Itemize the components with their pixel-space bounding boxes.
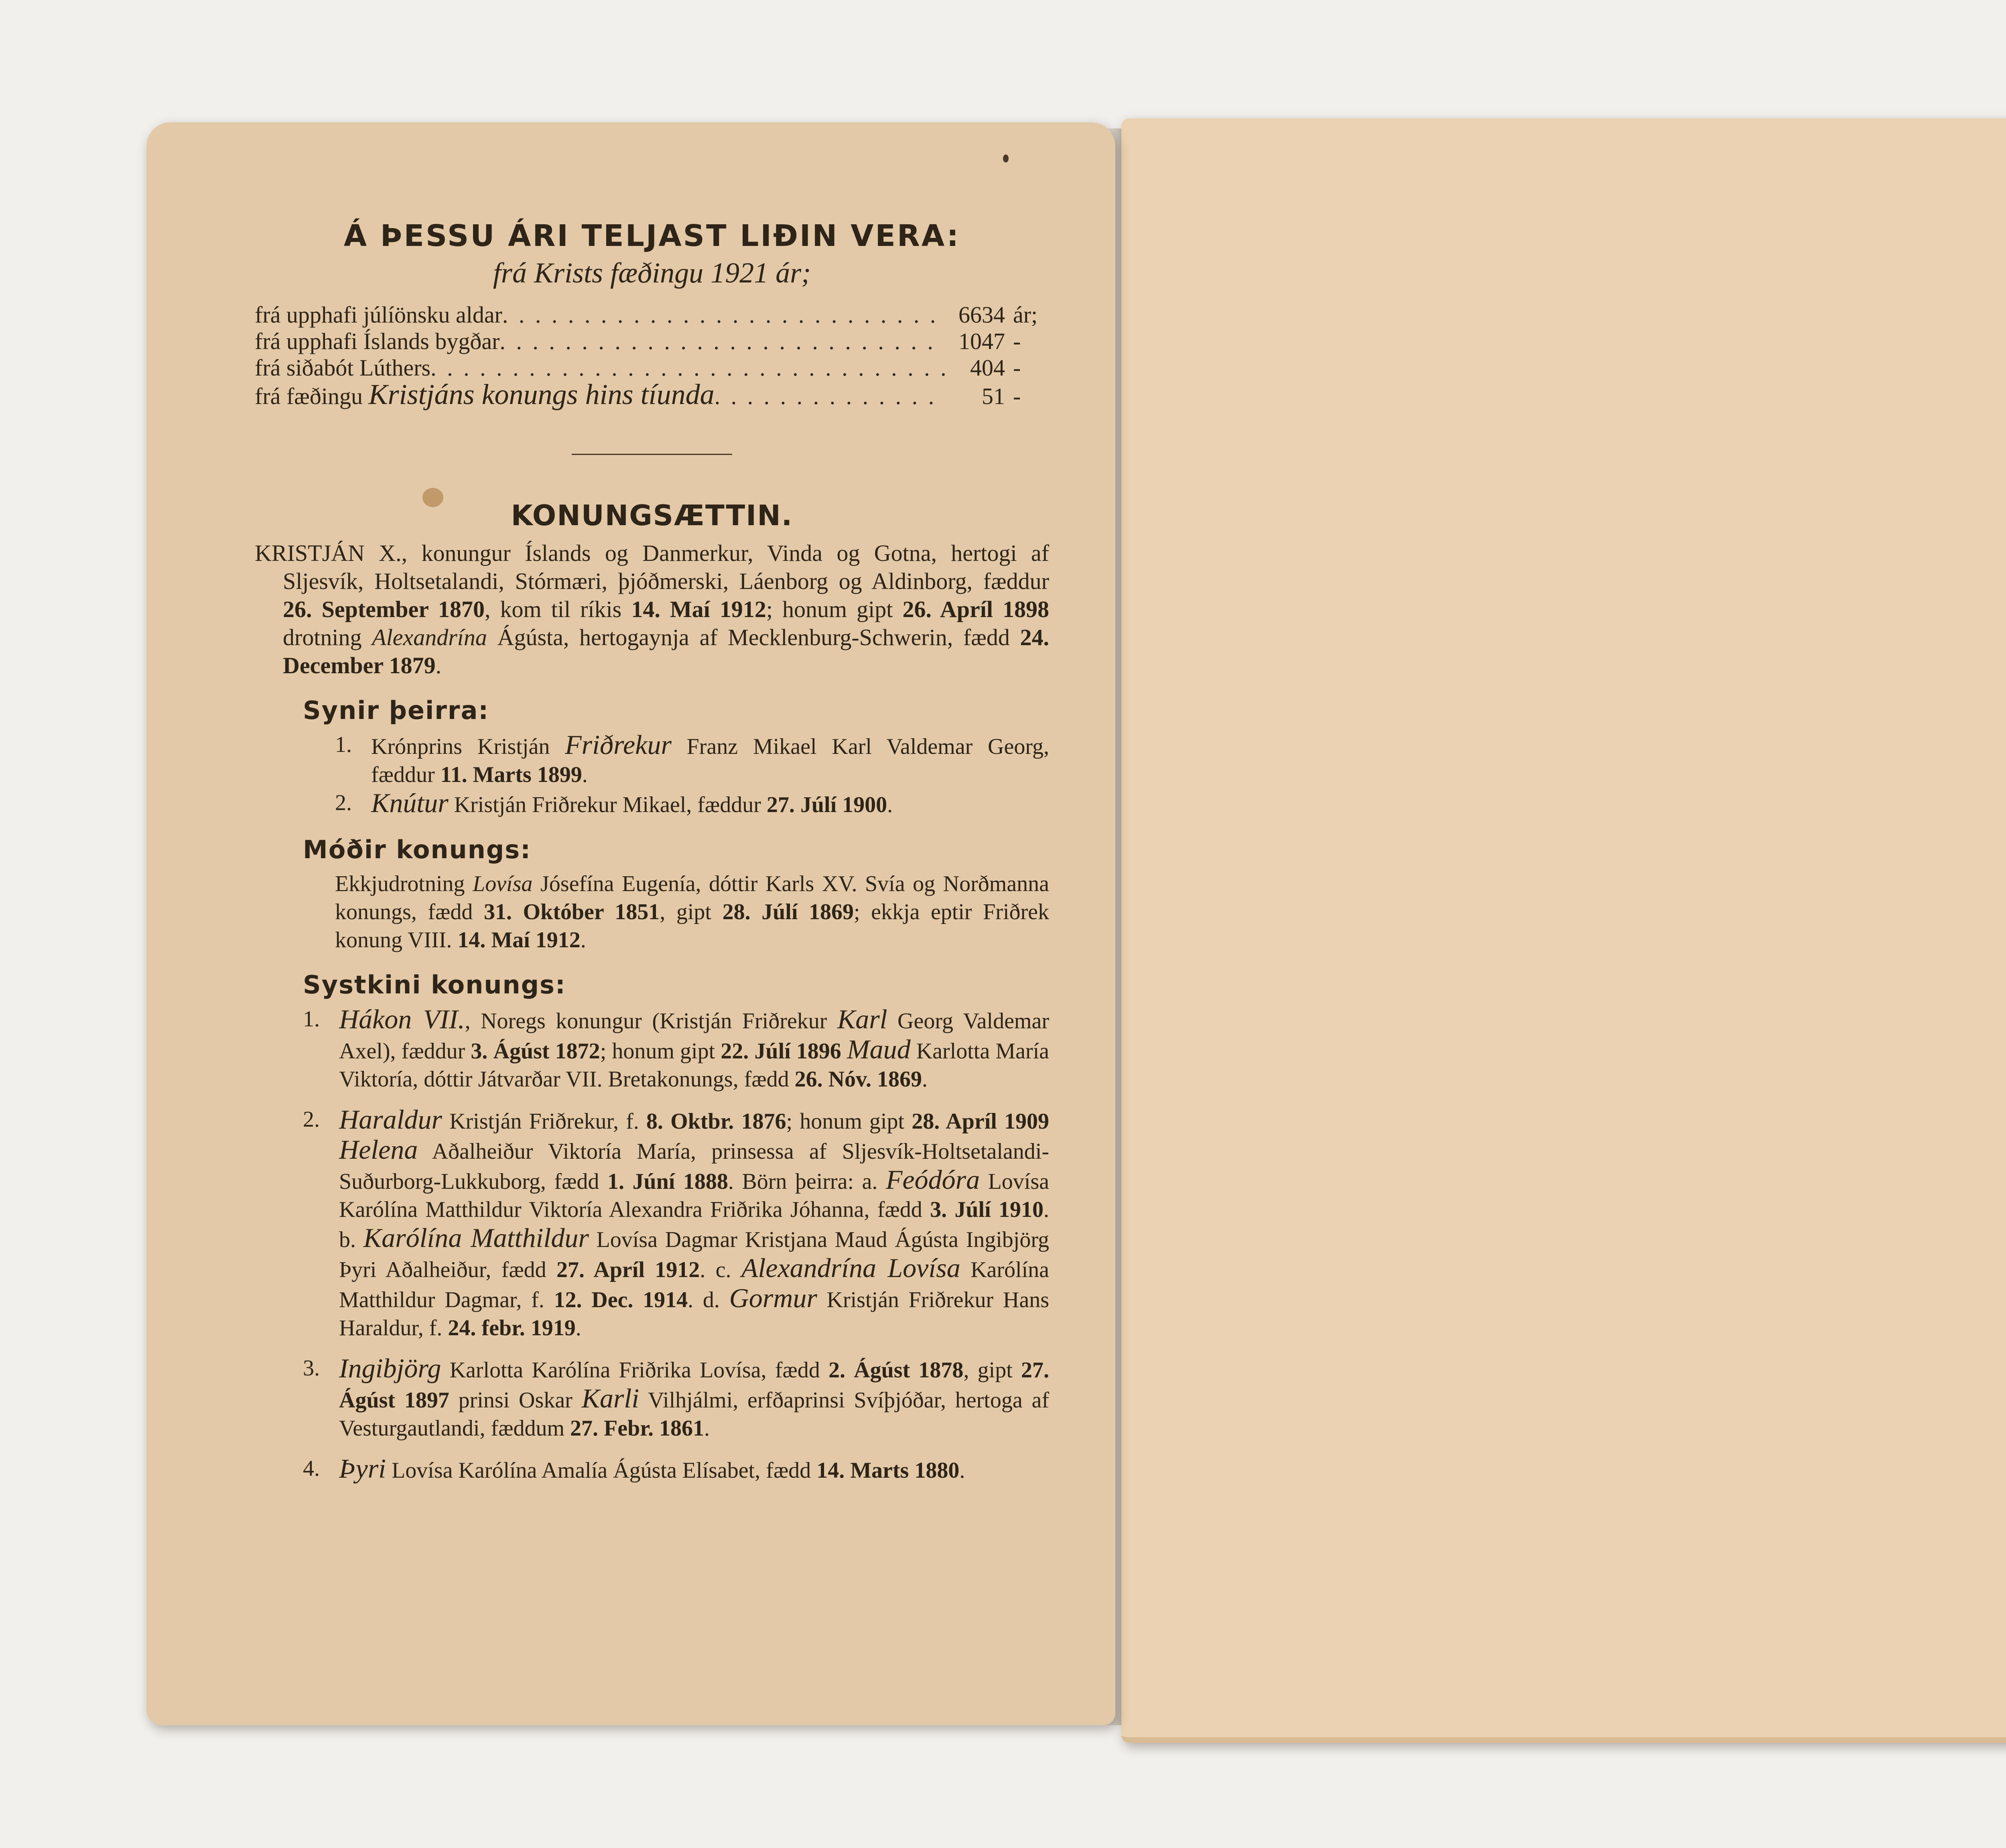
year-row bbox=[255, 328, 1049, 355]
page-title: Á ÞESSU ÁRI TELJAST LIÐIN VERA: bbox=[343, 219, 960, 253]
date-text: 3. Ágúst 1872 bbox=[471, 1039, 600, 1064]
italic-name: Alexandrína bbox=[372, 624, 487, 650]
body-text: , Noregs konungur (Kristján Friðrekur bbox=[465, 1009, 837, 1034]
italic-name: Maud bbox=[847, 1034, 911, 1064]
list-item bbox=[303, 1354, 1049, 1442]
date-text: 27. Ágúst 1897 bbox=[339, 1358, 1050, 1413]
body-text: Aðalheiður Viktoría María, prinsessa af Sljesvík-Holtsetalandi-Suðurborg-Lukkuborg, fædd bbox=[339, 1139, 1049, 1194]
list-item-number: 2. bbox=[303, 1107, 320, 1132]
date-text: 11. Marts 1899 bbox=[440, 762, 582, 787]
body-text: Lovísa Karólína Matthildur Viktoría Alexandra Friðrika Jóhanna, fædd bbox=[339, 1169, 1050, 1222]
body-text: ; honum gipt bbox=[786, 1109, 912, 1134]
list-item-number: 1. bbox=[303, 1007, 320, 1032]
years-table bbox=[255, 302, 1049, 410]
date-text: 24. December 1879 bbox=[283, 624, 1050, 678]
left-page bbox=[146, 122, 1115, 1725]
body-text: Vilhjálmi, erfðaprinsi Svíþjóðar, hertoga af Vesturgautlandi, fæddum bbox=[339, 1388, 1049, 1441]
body-text: . b. bbox=[339, 1197, 1049, 1252]
year-row-label-prefix: frá fæðingu bbox=[255, 383, 363, 409]
ink-speck bbox=[1003, 154, 1009, 162]
leader-dots bbox=[430, 355, 945, 381]
body-text: Ekkjudrotning bbox=[335, 871, 473, 896]
year-row-unit: ár; bbox=[1013, 302, 1038, 328]
body-text: ; honum gipt bbox=[600, 1039, 721, 1064]
date-text: 26. Apríl 1898 bbox=[902, 596, 1050, 622]
body-text: . c. bbox=[700, 1257, 741, 1282]
body-text: Ágústa, hertogaynja af Mecklenburg-Schwerin, fædd bbox=[487, 624, 1020, 650]
date-text: 31. Október 1851 bbox=[483, 900, 660, 924]
year-row-value: 1047 bbox=[958, 328, 1005, 354]
mother-heading: Móðir konungs: bbox=[303, 835, 531, 864]
date-text: 14. Marts 1880 bbox=[816, 1458, 960, 1483]
body-text: ; honum gipt bbox=[766, 596, 903, 622]
date-text: 28. Apríl 1909 bbox=[912, 1109, 1050, 1134]
mother-paragraph bbox=[255, 870, 1049, 954]
body-text: . d. bbox=[688, 1288, 729, 1312]
list-item-text bbox=[371, 789, 1049, 819]
date-text: 22. Júlí 1896 bbox=[721, 1039, 841, 1064]
sons-heading: Synir þeirra: bbox=[303, 696, 489, 725]
siblings-heading: Systkini konungs: bbox=[303, 970, 566, 999]
sons-list bbox=[255, 731, 1049, 819]
year-row-value: 51 bbox=[982, 383, 1005, 409]
year-row bbox=[255, 302, 1049, 328]
date-text: 14. Maí 1912 bbox=[457, 928, 581, 952]
list-item-number: 2. bbox=[335, 790, 352, 815]
body-text: . bbox=[575, 1316, 581, 1340]
list-item-text bbox=[339, 1354, 1049, 1442]
body-text: Lovísa Dagmar Kristjana Maud Ágústa Ingibjörg Þyri Aðalheiður, fædd bbox=[339, 1227, 1049, 1282]
body-text: . Börn þeirra: a. bbox=[728, 1169, 886, 1194]
year-row-label: frá siðabót Lúthers bbox=[255, 355, 431, 381]
body-text: , gipt bbox=[660, 900, 723, 924]
page-content bbox=[255, 219, 1049, 1484]
leader-dots bbox=[499, 328, 945, 355]
body-text: . bbox=[580, 928, 586, 952]
body-text: KRISTJÁN X., konungur Íslands og Danmerkur, Vinda og Gotna, hertogi af Sljesvík, Holtsetalandi, Stórmæri, þjóðmerski, Láenborg og Aldinborg, fæddur bbox=[255, 540, 1049, 594]
year-row bbox=[255, 378, 1049, 410]
body-text: . bbox=[435, 652, 442, 678]
date-text: 26. Nóv. 1869 bbox=[794, 1067, 922, 1092]
body-text: Kristján Friðrekur Hans Haraldur, f. bbox=[339, 1288, 1050, 1340]
year-row-label: frá upphafi Íslands bygðar bbox=[255, 328, 500, 354]
italic-name: Helena bbox=[339, 1134, 418, 1165]
king-paragraph bbox=[255, 539, 1049, 680]
date-text: 27. Apríl 1912 bbox=[556, 1257, 700, 1282]
body-text: Kristján Friðrekur, f. bbox=[442, 1109, 646, 1134]
leader-dots bbox=[502, 302, 945, 328]
date-text: 1. Júní 1888 bbox=[607, 1169, 728, 1194]
italic-name: Friðrekur bbox=[565, 729, 672, 760]
italic-name: Lovísa bbox=[473, 871, 533, 896]
year-row-value: 6634 bbox=[958, 302, 1005, 328]
body-text: Franz Mikael Karl Valdemar Georg, fæddur bbox=[371, 734, 1049, 787]
list-item-text bbox=[339, 1454, 1049, 1484]
list-item-number: 3. bbox=[303, 1356, 320, 1381]
leader-dots bbox=[715, 383, 945, 410]
date-text: 27. Febr. 1861 bbox=[570, 1416, 704, 1441]
body-text: , gipt bbox=[963, 1358, 1021, 1383]
section-heading-royal: KONUNGSÆTTIN. bbox=[511, 499, 793, 532]
body-text: prinsi Oskar bbox=[449, 1388, 582, 1413]
year-row-unit: - bbox=[1013, 328, 1021, 354]
date-text: 14. Maí 1912 bbox=[631, 596, 766, 622]
italic-name: Gormur bbox=[729, 1283, 817, 1313]
date-text: 12. Dec. 1914 bbox=[554, 1288, 688, 1312]
list-item bbox=[303, 1105, 1049, 1342]
italic-name: Knútur bbox=[371, 788, 449, 818]
italic-name: Karl bbox=[837, 1004, 887, 1034]
body-text: , kom til ríkis bbox=[484, 596, 631, 622]
date-text: 8. Oktbr. 1876 bbox=[646, 1109, 786, 1134]
body-text: Krónprins Kristján bbox=[371, 734, 565, 759]
year-row-value: 404 bbox=[970, 355, 1005, 381]
italic-name: Ingibjörg bbox=[339, 1353, 441, 1383]
date-text: 3. Júlí 1910 bbox=[930, 1197, 1044, 1222]
list-item bbox=[303, 1005, 1049, 1093]
italic-name: Hákon VII. bbox=[339, 1004, 465, 1034]
italic-name: Karli bbox=[581, 1383, 640, 1413]
italic-name: Alexandrína Lovísa bbox=[741, 1253, 960, 1283]
divider-rule bbox=[572, 454, 732, 455]
right-page-blank bbox=[1121, 118, 2006, 1743]
body-text: Jósefína Eugenía, dóttir Karls XV. Svía og Norðmanna konungs, fædd bbox=[335, 871, 1049, 924]
body-text: Kristján Friðrekur Mikael, fæddur bbox=[448, 792, 767, 817]
body-text: . bbox=[959, 1458, 965, 1483]
date-text: 2. Ágúst 1878 bbox=[828, 1358, 964, 1383]
list-item-text bbox=[339, 1005, 1049, 1093]
body-text: . bbox=[582, 762, 588, 787]
body-text bbox=[841, 1039, 847, 1064]
body-text: ; ekkja eptir Friðrek konung VIII. bbox=[335, 900, 1050, 952]
year-row bbox=[255, 355, 1049, 381]
body-text: drotning bbox=[283, 624, 372, 650]
body-text: . bbox=[922, 1067, 928, 1092]
list-item-number: 4. bbox=[303, 1456, 320, 1481]
year-row-label bbox=[255, 378, 715, 410]
year-row-unit: - bbox=[1013, 383, 1021, 409]
list-item-text bbox=[339, 1105, 1049, 1342]
year-row-label: frá upphafi júlíönsku aldar bbox=[255, 302, 502, 328]
list-item-text bbox=[371, 731, 1049, 789]
body-text: Karlotta Karólína Friðrika Lovísa, fædd bbox=[441, 1358, 828, 1383]
list-item bbox=[335, 789, 1049, 819]
mother-text bbox=[335, 871, 1049, 952]
body-text: Georg Valdemar Axel), fæddur bbox=[339, 1009, 1049, 1064]
year-row-label-italic: Kristjáns konungs hins tíunda bbox=[368, 378, 715, 410]
body-text: Karlotta María Viktoría, dóttir Játvarðar VII. Bretakonungs, fædd bbox=[339, 1039, 1050, 1092]
italic-name: Þyri bbox=[339, 1453, 386, 1484]
date-text: 27. Júlí 1900 bbox=[766, 792, 887, 817]
page-subtitle: frá Krists fæðingu 1921 ár; bbox=[493, 257, 811, 289]
date-text: 28. Júlí 1869 bbox=[722, 900, 854, 924]
siblings-list bbox=[255, 1005, 1049, 1484]
body-text: Lovísa Karólína Amalía Ágústa Elísabet, fædd bbox=[386, 1458, 817, 1483]
date-text: 24. febr. 1919 bbox=[448, 1316, 576, 1340]
list-item bbox=[335, 731, 1049, 789]
italic-name: Feódóra bbox=[885, 1164, 980, 1195]
year-row-unit: - bbox=[1013, 355, 1021, 381]
list-item-number: 1. bbox=[335, 732, 352, 757]
italic-name: Karólína Matthildur bbox=[363, 1223, 589, 1253]
date-text: 26. September 1870 bbox=[283, 596, 485, 622]
body-text: . bbox=[887, 792, 893, 817]
body-text: . bbox=[704, 1416, 710, 1441]
body-text: Karólína Matthildur Dagmar, f. bbox=[339, 1257, 1050, 1312]
italic-name: Haraldur bbox=[339, 1104, 442, 1135]
list-item bbox=[303, 1454, 1049, 1484]
